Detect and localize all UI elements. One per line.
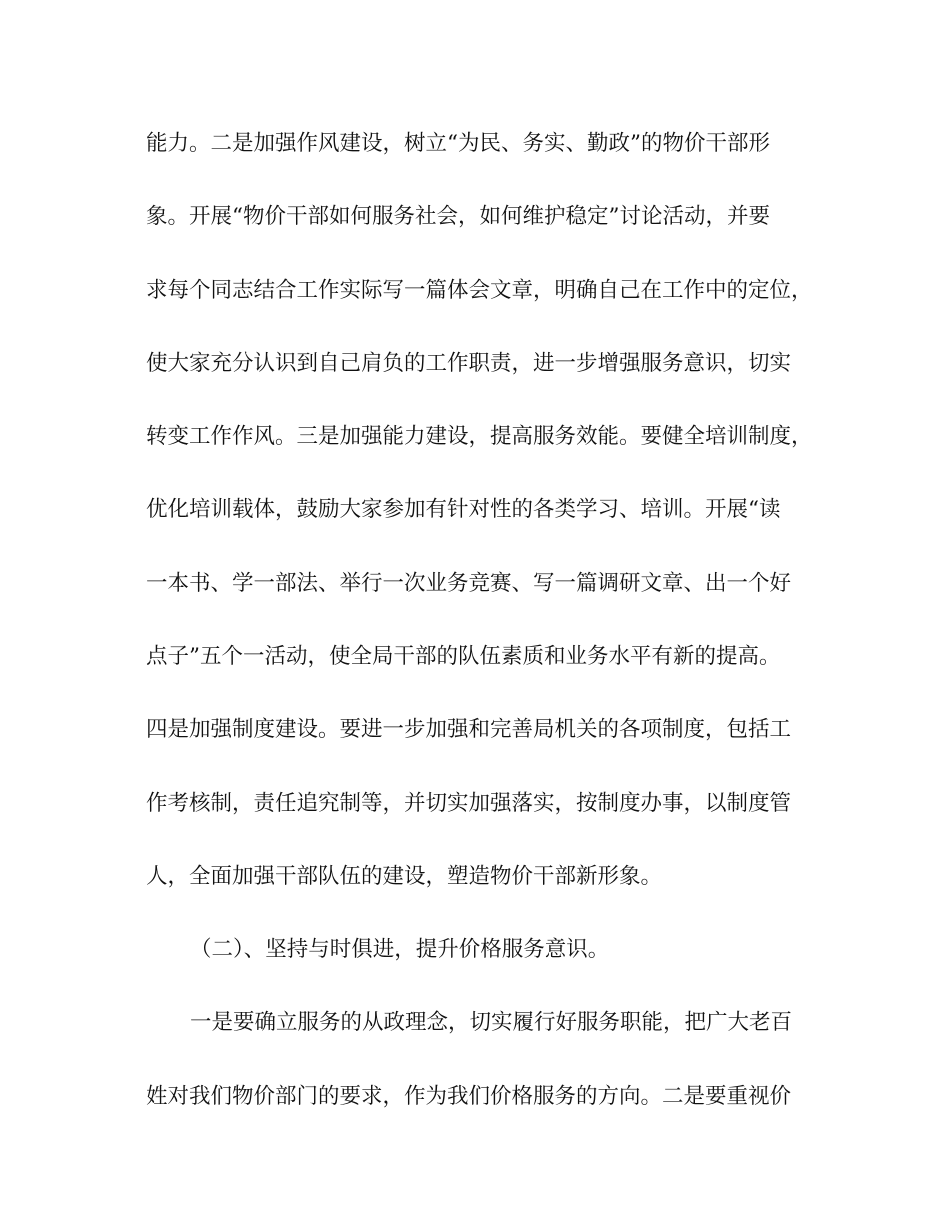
paragraph-line: 转变工作作风。三是加强能力建设，提高服务效能。要健全培训制度， — [146, 424, 813, 449]
paragraph-line: 人，全面加强干部队伍的建设，塑造物价干部新形象。 — [146, 864, 663, 889]
paragraph-line: 四是加强制度建设。要进一步加强和完善局机关的各项制度，包括工 — [146, 717, 792, 742]
paragraph-line: 优化培训载体，鼓励大家参加有针对性的各类学习、培训。开展“读 — [146, 497, 781, 522]
paragraph-line: 象。开展“物价干部如何服务社会，如何维护稳定”讨论活动，并要 — [146, 204, 770, 229]
paragraph-line: 使大家充分认识到自己肩负的工作职责，进一步增强服务意识，切实 — [146, 351, 792, 376]
paragraph-line: 一是要确立服务的从政理念，切实履行好服务职能，把广大老百 — [190, 1010, 793, 1035]
paragraph-line: 姓对我们物价部门的要求，作为我们价格服务的方向。二是要重视价 — [146, 1084, 792, 1109]
section-heading: （二）、坚持与时俱进，提升价格服务意识。 — [190, 937, 610, 962]
paragraph-line: 求每个同志结合工作实际写一篇体会文章，明确自己在工作中的定位， — [146, 278, 813, 303]
paragraph-line: 点子”五个一活动，使全局干部的队伍素质和业务水平有新的提高。 — [146, 644, 781, 669]
paragraph-line: 一本书、学一部法、举行一次业务竞赛、写一篇调研文章、出一个好 — [146, 571, 792, 596]
paragraph-line: 能力。二是加强作风建设，树立“为民、务实、勤政”的物价干部形 — [146, 131, 770, 156]
paragraph-line: 作考核制，责任追究制等，并切实加强落实，按制度办事，以制度管 — [146, 791, 792, 816]
